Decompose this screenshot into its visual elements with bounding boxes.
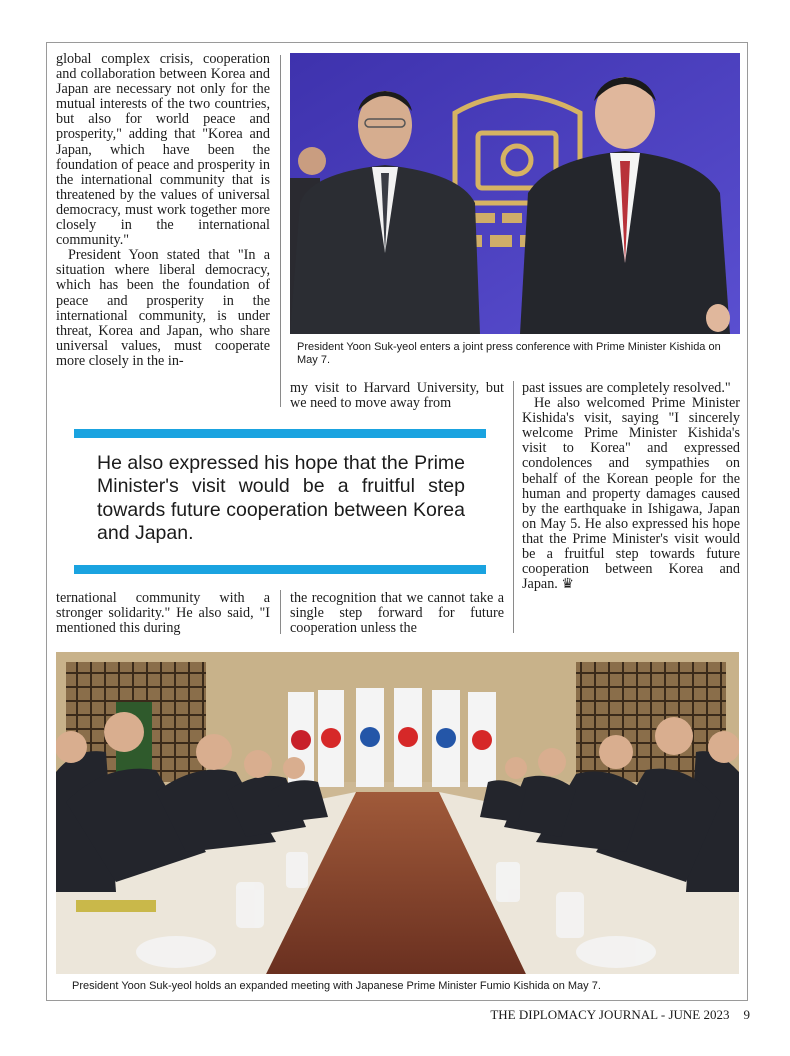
page-footer xyxy=(490,1007,750,1023)
pull-quote: He also expressed his hope that the Prime Minister's visit would be a fruitful step towards future cooperation between Korea and Japan. xyxy=(97,452,465,544)
article-paragraph-text: He also welcomed Prime Minister Kishida's visit, saying "I sincerely welcome Prime Minister Kishida's visit to Korea" and expressed condolences and sympathies on behalf of the Korean people for the human and property damages caused by the earthquake in Ishigawa, Japan on May 5. He also expressed his hope that the Prime Minister's visit would be a fruitful step towards future cooperation between Korea and Japan. xyxy=(522,395,740,593)
article-paragraph: my visit to Harvard University, but we need to move away from xyxy=(290,380,504,412)
photo-caption: President Yoon Suk-yeol enters a joint press conference with Prime Minister Kishida on May 7. xyxy=(297,341,721,366)
column-divider xyxy=(280,55,281,407)
article-paragraph xyxy=(522,396,740,592)
expanded-meeting-illustration xyxy=(56,652,739,974)
pull-quote-rule-top xyxy=(74,429,486,438)
press-conference-illustration xyxy=(290,53,740,334)
end-mark-icon: ♛ xyxy=(561,576,575,593)
article-paragraph: past issues are completely resolved." xyxy=(522,380,731,396)
article-column-2-bottom xyxy=(290,591,504,636)
photo-caption: President Yoon Suk-yeol holds an expanded meeting with Japanese Prime Minister Fumio Kishida on May 7. xyxy=(72,980,601,992)
page-number: 9 xyxy=(743,1007,750,1022)
pull-quote-rule-bottom xyxy=(74,565,486,574)
article-column-1-bottom xyxy=(56,591,270,636)
column-divider xyxy=(280,590,281,634)
article-paragraph: global complex crisis, cooperation and collaboration between Korea and Japan are necessary not only for the mutual interests of the two countries, but also for world peace and prosperity," adding that "Korea and Japan, which have been the foundation of peace and prosperity in the international community that is threatened by the values of universal democracy, must work together more closely in the international community." xyxy=(56,51,270,249)
article-column-1 xyxy=(56,52,270,369)
article-paragraph: the recognition that we cannot take a single step forward for future cooperation unless the xyxy=(290,590,504,637)
press-conference-photo xyxy=(290,53,740,334)
column-divider xyxy=(513,381,514,633)
expanded-meeting-photo xyxy=(56,652,739,974)
article-paragraph: President Yoon stated that "In a situation where liberal democracy, which has been the foundation of peace and prosperity in the international community, is under threat, Korea and Japan, who share universal values, must cooperate more closely in the in- xyxy=(56,247,270,369)
article-column-3 xyxy=(522,381,740,592)
article-paragraph: ternational community with a stronger solidarity." He also said, "I mentioned this during xyxy=(56,590,270,637)
article-column-2-top xyxy=(290,381,504,411)
publication-name: THE DIPLOMACY JOURNAL - JUNE 2023 xyxy=(490,1007,730,1022)
